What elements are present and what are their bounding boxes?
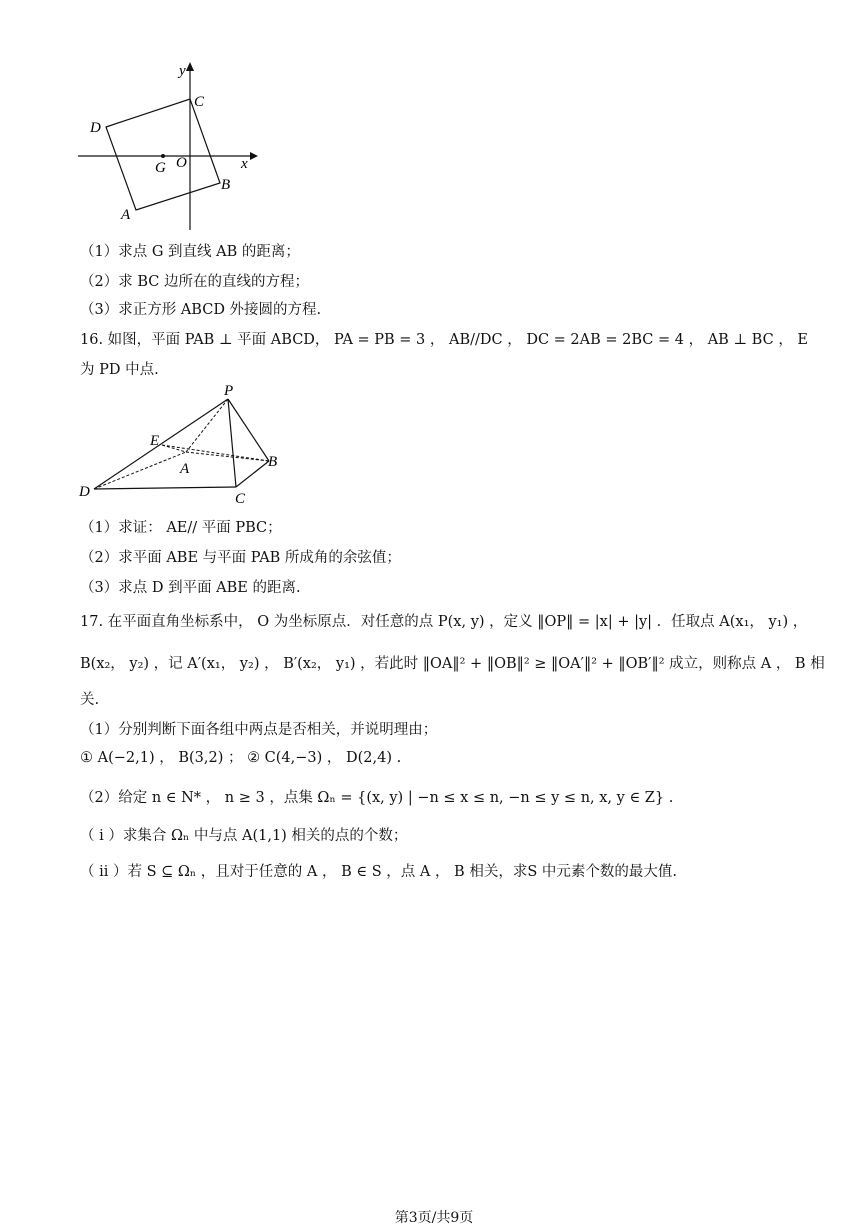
q17-line1: 17. 在平面直角坐标系中， O 为坐标原点．对任意的点 P(x, y) ，定义 ‖OP‖ = |x| + |y| ．任取点 A(x₁， y₁) ，	[80, 614, 808, 630]
label-D: D	[79, 484, 90, 500]
label-P: P	[224, 383, 234, 399]
q17-sub2: （2）给定 n ∈ N* ， n ≥ 3 ，点集 Ωₙ = {(x, y) | −n ≤ x ≤ n, −n ≤ y ≤ n, x, y ∈ Z} .	[80, 790, 674, 806]
label-C: C	[235, 491, 246, 507]
q17-sub2-ii: （ ii ）若 S ⊆ Ωₙ ，且对于任意的 A ， B ∈ S ，点 A ， B 相关，求S 中元素个数的最大值.	[80, 864, 677, 880]
q15-sub3: （3）求正方形 ABCD 外接圆的方程.	[80, 302, 322, 318]
q16-sub1: （1）求证： AE// 平面 PBC；	[80, 520, 282, 536]
q17-line2: B(x₂， y₂) ，记 A′(x₁， y₂) ， B′(x₂， y₁) ，若此时 ‖OA‖² + ‖OB‖² ≥ ‖OA′‖² + ‖OB′‖² 成立，则称点 A ， B 相	[80, 656, 825, 672]
page-number: 第3页/共9页	[394, 1210, 474, 1226]
q17-sub1-items: ① A(−2,1) ， B(3,2) ； ② C(4,−3) ， D(2,4) .	[80, 750, 402, 766]
q17-line3: 关.	[80, 692, 100, 708]
label-G: G	[155, 160, 166, 176]
q15-sub2: （2）求 BC 边所在的直线的方程；	[80, 274, 309, 290]
q16-sub3: （3）求点 D 到平面 ABE 的距离.	[80, 580, 301, 596]
q17-sub1: （1）分别判断下面各组中两点是否相关，并说明理由；	[80, 722, 438, 738]
label-E: E	[150, 433, 160, 449]
label-x: x	[241, 156, 248, 172]
q17-sub2-i: （ i ）求集合 Ωₙ 中与点 A(1,1) 相关的点的个数；	[80, 828, 408, 844]
q16-sub2: （2）求平面 ABE 与平面 PAB 所成角的余弦值；	[80, 550, 401, 566]
pyramid-figure	[76, 382, 286, 507]
label-A: A	[121, 207, 131, 223]
label-C: C	[194, 94, 205, 110]
label-B: B	[268, 454, 278, 470]
label-O: O	[176, 155, 187, 171]
label-B: B	[221, 177, 231, 193]
q15-sub1: （1）求点 G 到直线 AB 的距离；	[80, 244, 300, 260]
label-y: y	[179, 63, 186, 79]
q16-stem-line1: 16. 如图，平面 PAB ⊥ 平面 ABCD， PA = PB = 3 ， AB//DC ， DC = 2AB = 2BC = 4 ， AB ⊥ BC ， E	[80, 332, 809, 348]
label-D: D	[90, 120, 101, 136]
q16-stem-line2: 为 PD 中点.	[80, 362, 159, 378]
label-A: A	[180, 461, 190, 477]
square-coordinate-figure	[70, 55, 270, 235]
